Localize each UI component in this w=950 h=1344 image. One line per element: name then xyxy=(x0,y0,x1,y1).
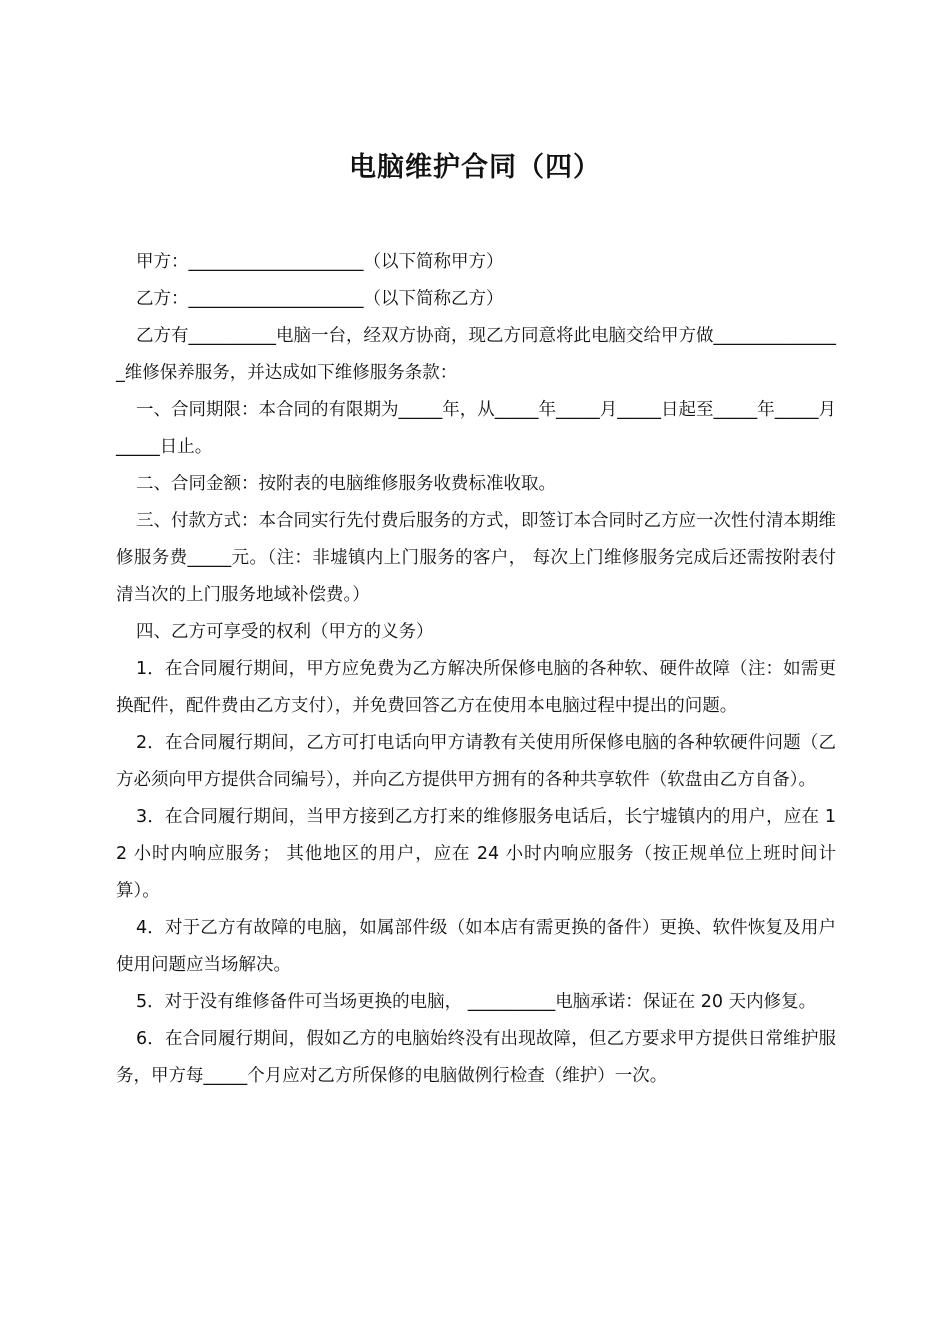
party-b-line: 乙方：____________________（以下简称乙方） xyxy=(136,289,504,309)
rights-item-3: 3．在合同履行期间，当甲方接到乙方打来的维修服务电话后，长宁墟镇内的用户，应在 12 小时内响应服务； 其他地区的用户，应在 24 小时内响应服务（按正规单位上班时间计算）。 xyxy=(116,807,836,901)
party-a-line: 甲方：____________________（以下简称甲方） xyxy=(136,252,504,272)
clause-term: 一、合同期限：本合同的有限期为_____年，从_____年_____月_____日起至_____年_____月_____日止。 xyxy=(116,400,836,457)
contract-body xyxy=(116,244,836,1095)
intro-paragraph: 乙方有__________电脑一台，经双方协商，现乙方同意将此电脑交给甲方做_______________维修保养服务，并达成如下维修服务条款： xyxy=(116,326,836,383)
clause-rights-heading: 四、乙方可享受的权利（甲方的义务） xyxy=(136,622,434,642)
document-title: 电脑维护合同（四） xyxy=(349,152,601,184)
rights-item-2: 2．在合同履行期间，乙方可打电话向甲方请教有关使用所保修电脑的各种软硬件问题（乙方必须向甲方提供合同编号），并向乙方提供甲方拥有的各种共享软件（软盘由乙方自备）。 xyxy=(116,733,836,790)
rights-item-4: 4．对于乙方有故障的电脑，如属部件级（如本店有需更换的备件）更换、软件恢复及用户使用问题应当场解决。 xyxy=(116,918,836,975)
rights-item-6: 6．在合同履行期间，假如乙方的电脑始终没有出现故障，但乙方要求甲方提供日常维护服务，甲方每_____个月应对乙方所保修的电脑做例行检查（维护）一次。 xyxy=(116,1029,836,1086)
clause-payment: 三、付款方式：本合同实行先付费后服务的方式，即签订本合同时乙方应一次性付清本期维修服务费_____元。（注：非墟镇内上门服务的客户， 每次上门维修服务完成后还需按附表付清当次的上门服务地域补偿费。） xyxy=(116,511,836,605)
rights-item-1: 1．在合同履行期间，甲方应免费为乙方解决所保修电脑的各种软、硬件故障（注：如需更换配件，配件费由乙方支付），并免费回答乙方在使用本电脑过程中提出的问题。 xyxy=(116,659,836,716)
rights-item-5: 5．对于没有维修备件可当场更换的电脑， __________电脑承诺：保证在 20 天内修复。 xyxy=(136,992,817,1012)
clause-amount: 二、合同金额：按附表的电脑维修服务收费标准收取。 xyxy=(136,474,556,494)
